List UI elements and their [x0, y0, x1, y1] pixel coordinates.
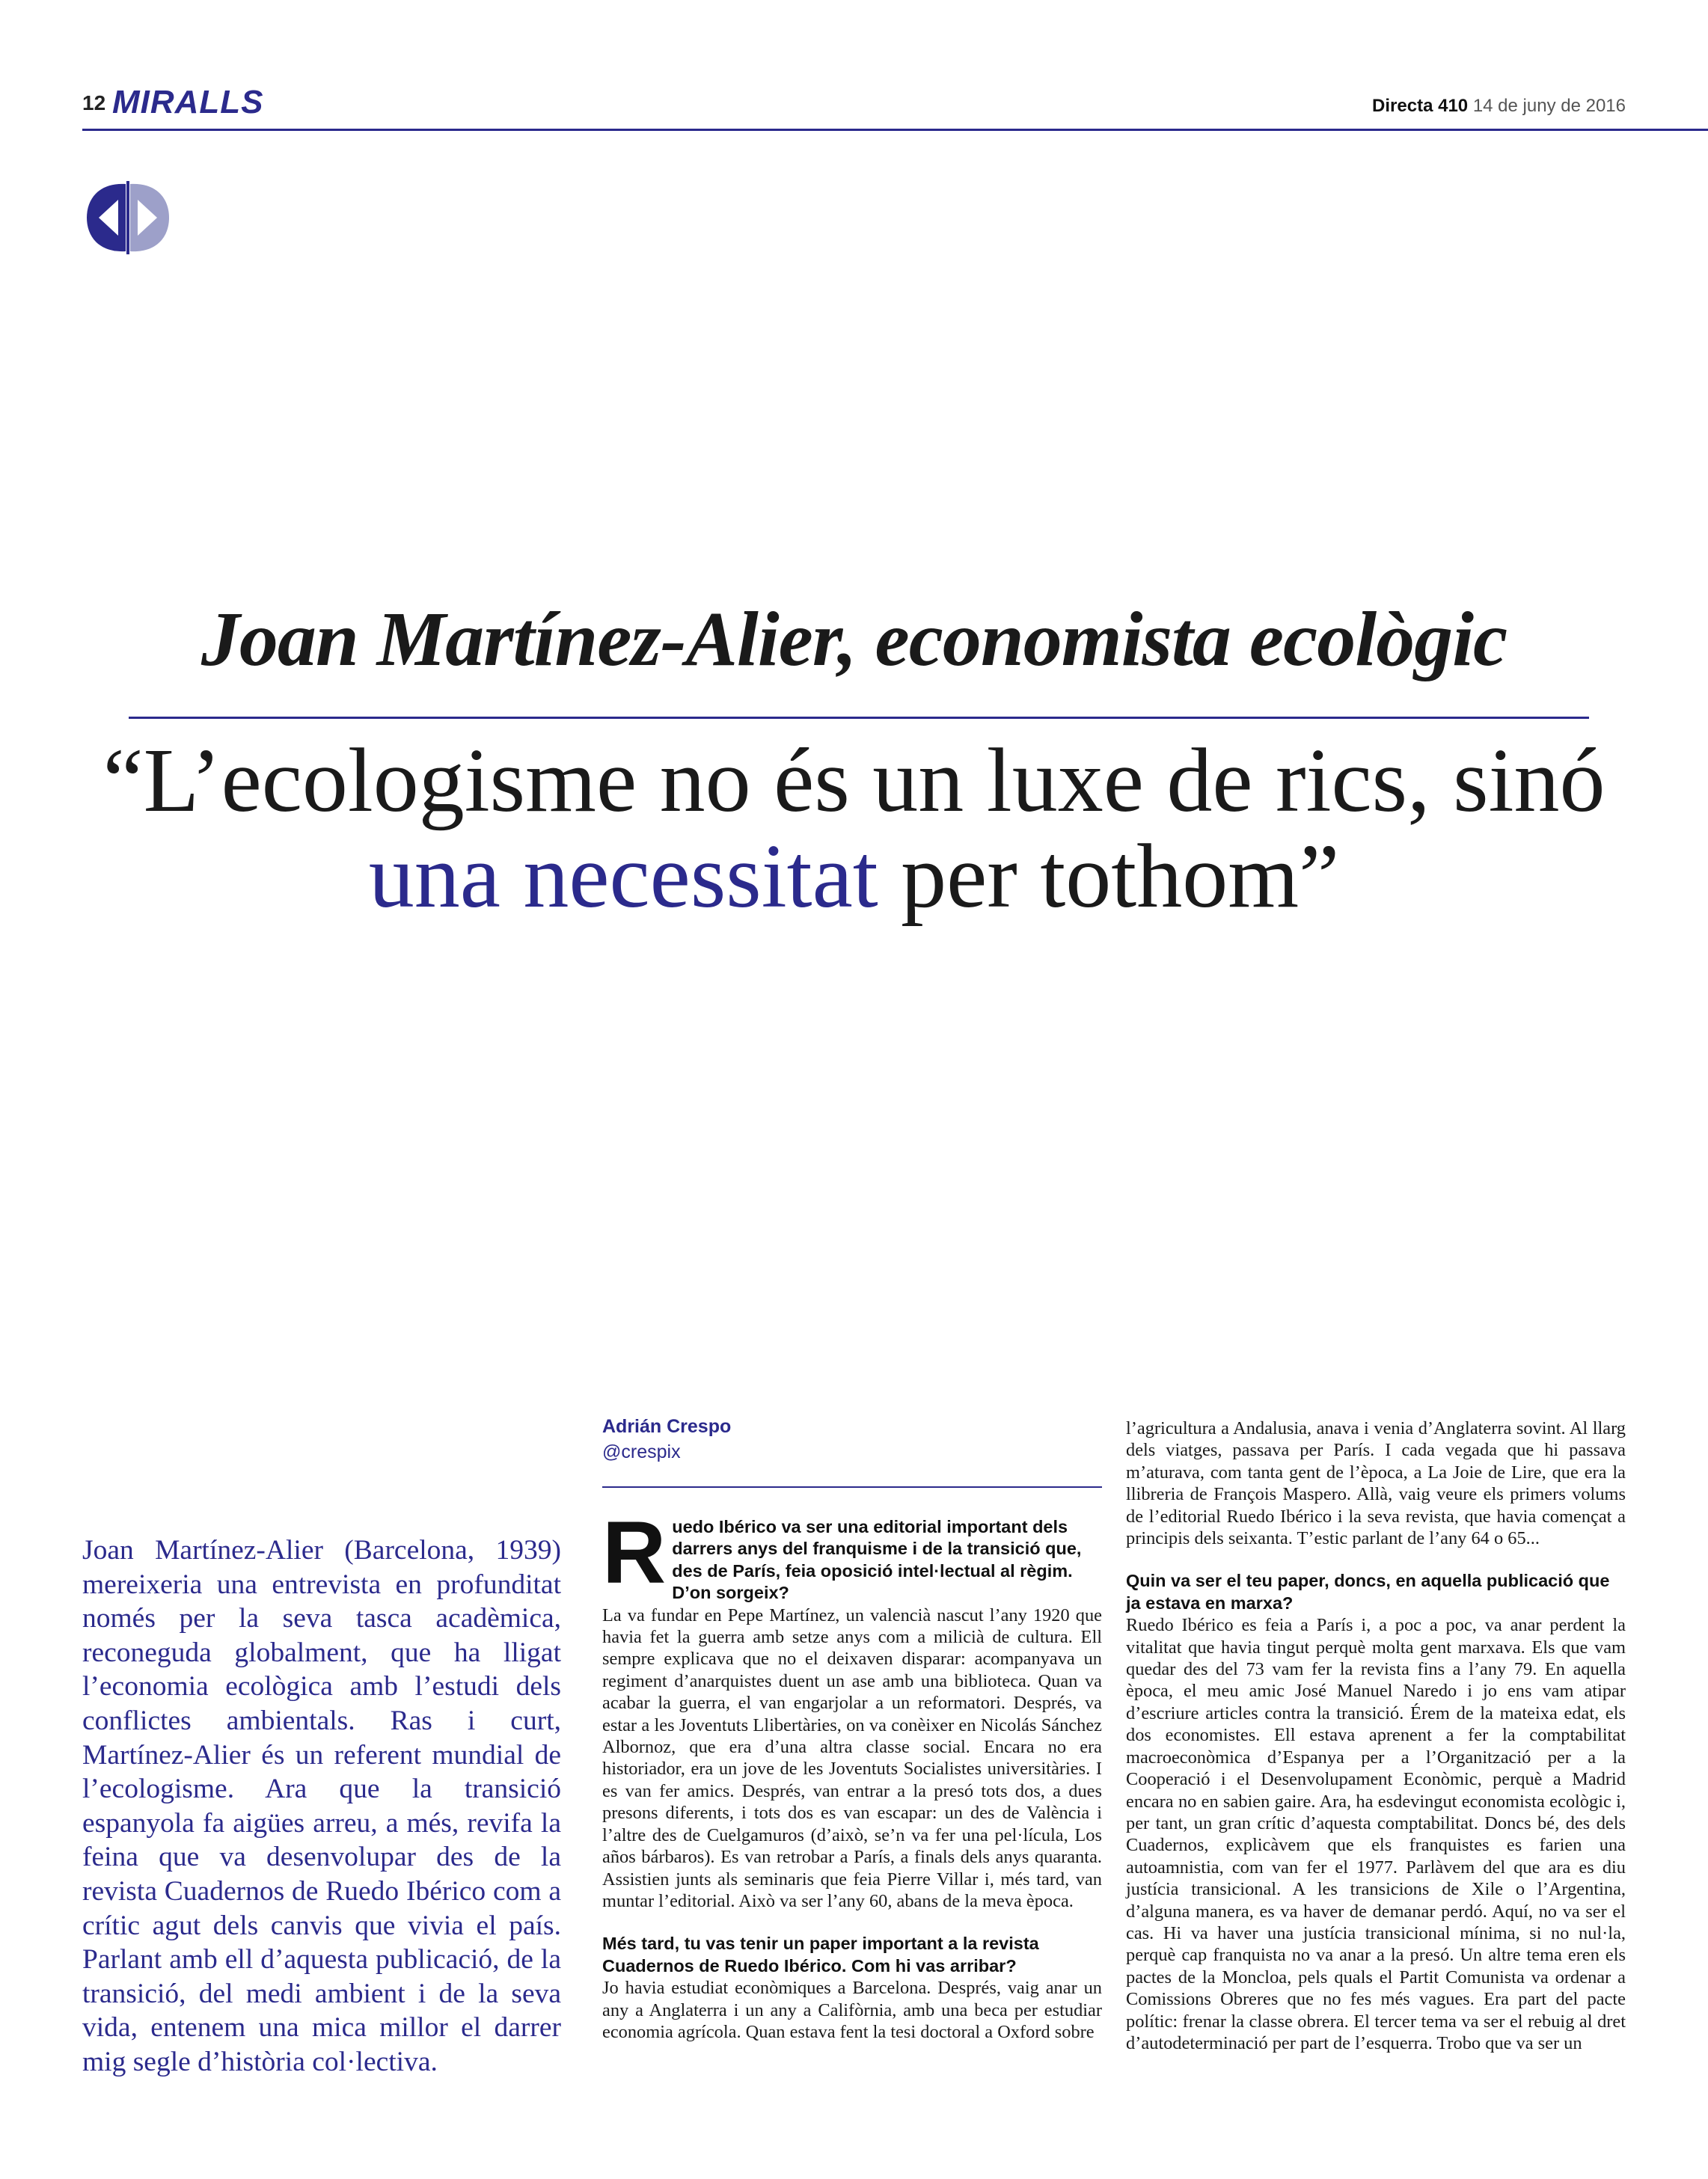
byline-rule [602, 1486, 1102, 1488]
headline-part-2: per tothom” [878, 826, 1340, 927]
answer-2-part-1: Jo havia estudiat econòmiques a Barcelona. Després, vaig anar un any a Anglaterra i un any a Califòrnia, amb una beca per estudiar economia agrícola. Quan estava fent la tesi doctoral a Oxford sobre [602, 1978, 1102, 2042]
headline [82, 730, 1626, 927]
drop-cap: R [602, 1504, 667, 1602]
answer-1: La va fundar en Pepe Martínez, un valencià nascut l’any 1920 que havia fet la guerra amb setze anys com a milicià de cultura. Ell sempre explicava que no el deixaven disparar: acompanyava un regiment d’anarquistes duent un ase amb una biblioteca. Quan va acabar la guerra, el van engarjolar a un reformatori. Després, va estar a les Joventuts Llibertàries, on va conèixer en Nicolás Sánchez Albornoz, que era d’una altra classe social. Encara no era historiador, era un jove de les Joventuts Socialistes universitàries. I es van fer amics. Després, van entrar a la presó tots dos, a dues presons diferents, i tots dos es van escapar: un des de València i l’altre des de Cuelgamuros (d’això, se’n va fer una pel·lícula, Los años bárbaros). Es van retrobar a París, a finals dels anys quaranta. Assistien junts als seminaris que feia Pierre Villar i, més tard, van muntar l’editorial. Això va ser l’any 60, abans de la meva època. [602, 1605, 1102, 1911]
issue-date: 14 de juny de 2016 [1472, 96, 1626, 116]
author-name: Adrián Crespo [602, 1416, 732, 1437]
publication-name: Directa 410 [1372, 96, 1469, 116]
rewind-forward-icon [84, 181, 172, 258]
page-number: 12 [82, 91, 106, 114]
article-column-2 [1126, 1418, 1626, 2054]
answer-3: Ruedo Ibérico es feia a París i, a poc a poc, va anar perdent la vitalitat que havia tingut perquè molta gent marxava. Els que vam quedar des del 73 vam fer la revista fins a l’any 79. En aquella època, el meu amic José Manuel Naredo i jo ens vam atipar d’escriure articles contra la transició. Érem de la mateixa edat, els dos economistes. Ell estava aprenent a fer la comptabilitat macroeconòmica d’Espanya per a l’Organització per a la Cooperació i el Desenvolupament Econòmic, perquè a Madrid encara no en sabien gaire. Ara, ha esdevingut economista ecològic i, per tant, un gran crític d’aquesta comptabilitat. Doncs bé, des dels Cuadernos, explicàvem que els franquistes es farien una autoamnistia, com van fer el 1977. Parlàvem del que ara es diu justícia transicional. A les transicions de Xile o l’Argentina, d’alguna manera, es va haver de demanar perdó. Aquí, no va ser el cas. Hi va haver una justícia transicional mínima, si no nul·la, perquè cap franquista no va anar a la presó. Un altre tema eren els pactes de la Moncloa, pels quals el Partit Comunista va ordenar a Comissions Obreres que no fes més vagues. Era part del pacte polític: frenar la classe obrera. El tercer tema va ser el rebuig al dret d’autodeterminació per part de l’esquerra. Trobo que va ser un [1126, 1615, 1626, 2053]
headline-highlight: una necessitat [368, 826, 878, 927]
lead-paragraph: Joan Martínez-Alier (Barcelona, 1939) mereixeria una entrevista en profunditat només per la seva tasca acadèmica, reconeguda globalment, que ha lligat l’economia ecològica amb l’estudi dels conflictes ambientals. Ras i curt, Martínez-Alier és un referent mundial de l’ecologisme. Ara que la transició espanyola fa aigües arreu, a més, revifa la feina que va desenvolupar des de la revista Cuadernos de Ruedo Ibérico com a crític agut dels canvis que vivia el país. Parlant amb ell d’aquesta publicació, de la transició, del medi ambient i de la seva vida, entenem una mica millor el darrer mig segle d’història col·lectiva. [82, 1535, 561, 2077]
header-rule [82, 129, 1708, 131]
author-handle: @crespix [602, 1441, 681, 1462]
article-column-1 [602, 1504, 1102, 2043]
question-2: Més tard, tu vas tenir un paper important a la revista Cuadernos de Ruedo Ibérico. Com hi vas arribar? [602, 1934, 1039, 1976]
title-rule [129, 717, 1589, 719]
question-1: Ruedo Ibérico va ser una editorial important dels darrers anys del franquisme i de la transició que, des de París, feia oposició intel·lectual al règim. D’on sorgeix? [602, 1504, 1082, 1603]
kicker: Joan Martínez-Alier, economista ecològic [201, 596, 1507, 682]
section-title: MIRALLS [112, 84, 264, 120]
answer-2-part-2: l’agricultura a Andalusia, anava i venia d’Anglaterra sovint. Al llarg dels viatges, passava per París. I cada vegada que hi passava m’aturava, com tanta gent de l’època, a La Joie de Lire, que era la llibreria de François Maspero. Allà, vaig veure els primers volums de l’editorial Ruedo Ibérico i la seva revista, que havia començat a principis dels seixanta. T’estic parlant de l’any 64 o 65... [1126, 1418, 1626, 1549]
question-3: Quin va ser el teu paper, doncs, en aquella publicació que ja estava en marxa? [1126, 1571, 1610, 1613]
headline-part-1: “L’ecologisme no és un luxe de rics, sinó [102, 730, 1606, 831]
issue-info [1372, 96, 1626, 117]
